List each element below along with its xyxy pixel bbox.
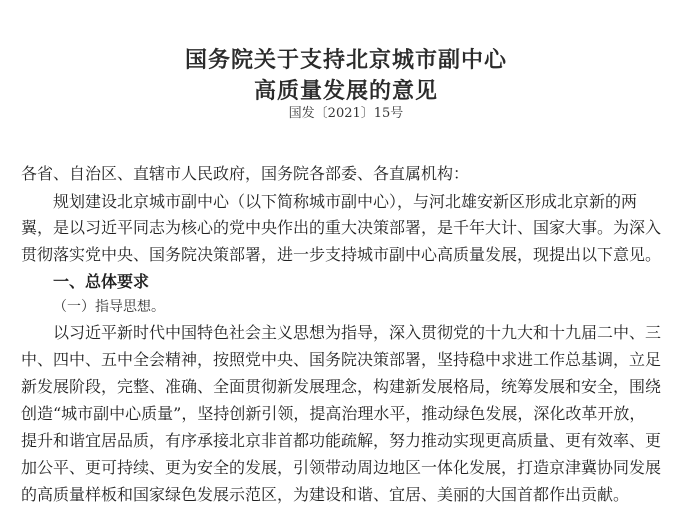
guiding-line-2: 中、四中、五中全会精神，按照党中央、国务院决策部署，坚持稳中求进工作总基调，立足 [21, 350, 662, 369]
intro-line-2: 翼，是以习近平同志为核心的党中央作出的重大决策部署，是千年大计、国家大事。为深入 [21, 218, 662, 237]
intro-line-1: 规划建设北京城市副中心（以下简称城市副中心），与河北雄安新区形成北京新的两 [53, 192, 638, 211]
guiding-line-4: 创造“城市副中心质量”，坚持创新引领，提高治理水平，推动绿色发展，深化改革开放， [21, 404, 646, 423]
guiding-line-3: 新发展阶段，完整、准确、全面贯彻新发展理念，构建新发展格局，统筹发展和安全，围绕 [21, 377, 662, 396]
document-title-line-1: 国务院关于支持北京城市副中心 [184, 47, 507, 73]
guiding-line-6: 加公平、更可持续、更为安全的发展，引领带动周边地区一体化发展，打造京津冀协同发展 [21, 458, 662, 477]
document-number: 国发〔2021〕15号 [288, 106, 404, 121]
guiding-line-7: 的高质量样板和国家绿色发展示范区，为建设和谐、宜居、美丽的大国首都作出贡献。 [21, 485, 630, 504]
subsection-heading-guiding-ideology: （一）指导思想。 [53, 299, 165, 315]
document-title-line-2: 高质量发展的意见 [253, 78, 438, 104]
guiding-line-1: 以习近平新时代中国特色社会主义思想为指导，深入贯彻党的十九大和十九届二中、三 [53, 323, 662, 342]
section-heading-general-requirements: 一、总体要求 [53, 272, 150, 291]
salutation: 各省、自治区、直辖市人民政府，国务院各部委、各直属机构： [21, 164, 470, 183]
guiding-line-5: 提升和谐宜居品质，有序承接北京非首都功能疏解，努力推动实现更高质量、更有效率、更 [21, 431, 662, 450]
intro-line-3: 贯彻落实党中央、国务院决策部署，进一步支持城市副中心高质量发展，现提出以下意见。 [21, 245, 662, 264]
